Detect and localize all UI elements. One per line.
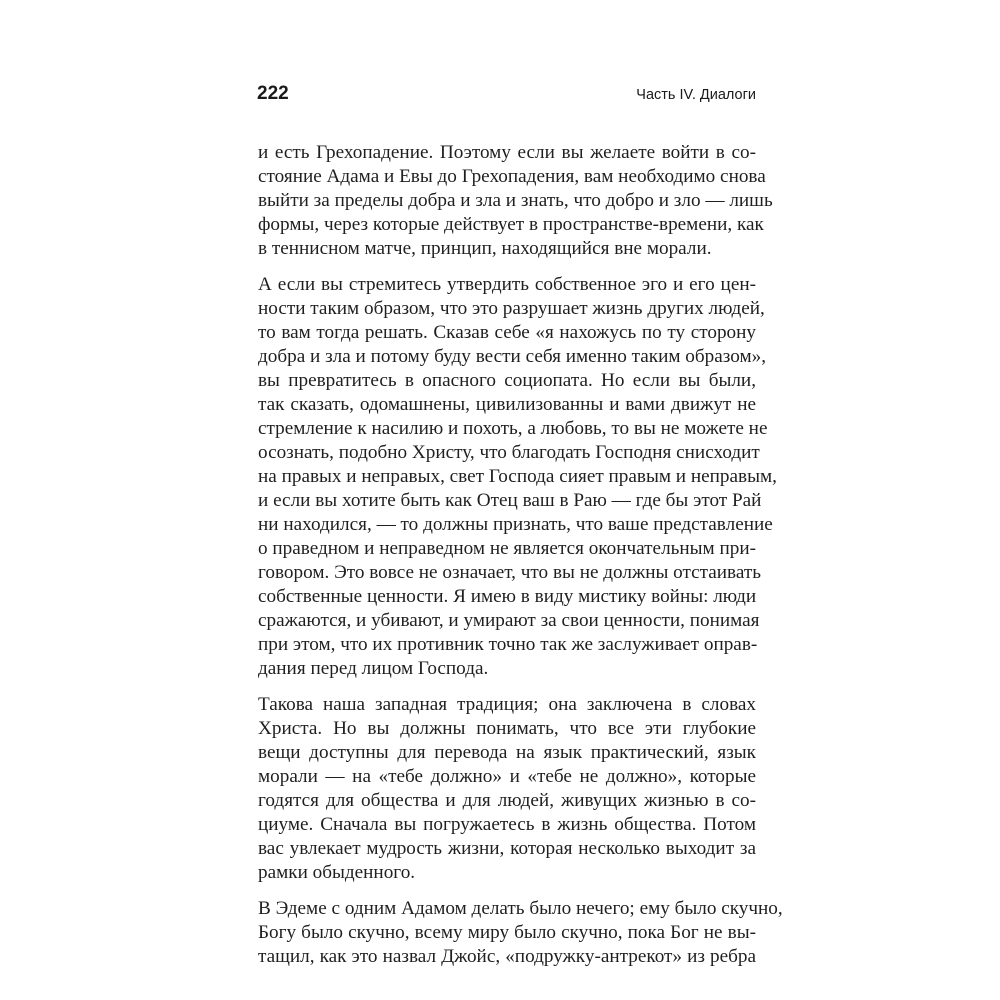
text-line: при этом, что их противник точно так же заслуживает оправ-	[258, 634, 758, 655]
paragraph	[258, 897, 783, 969]
page-number: 222	[257, 83, 289, 104]
text-line: вы превратитесь в опасного социопата. Но если вы были,	[258, 370, 756, 391]
paragraph	[258, 273, 777, 681]
text-line: Такова наша западная традиция; она заключена в словах	[258, 694, 756, 715]
text-line: ни находился, — то должны признать, что ваше представление	[258, 514, 773, 535]
text-line: на правых и неправых, свет Господа сияет правым и неправым,	[258, 466, 777, 487]
text-line: Христа. Но вы должны понимать, что все эти глубокие	[258, 718, 756, 739]
text-line: то вам тогда решать. Сказав себе «я нахожусь по ту сторону	[258, 322, 756, 343]
text-line: дания перед лицом Господа.	[258, 658, 489, 679]
paragraph	[258, 141, 773, 261]
text-line: вещи доступны для перевода на язык практический, язык	[258, 742, 756, 763]
text-line: осознать, подобно Христу, что благодать Господня снисходит	[258, 442, 760, 463]
text-line: добра и зла и потому буду вести себя именно таким образом»,	[258, 346, 766, 367]
text-line: тащил, как это назвал Джойс, «подружку-антрекот» из ребра	[258, 946, 756, 967]
text-line: В Эдеме с одним Адамом делать было нечего; ему было скучно,	[258, 898, 783, 919]
text-line: годятся для общества и для людей, живущих жизнью в со-	[258, 790, 756, 811]
running-head: Часть IV. Диалоги	[636, 87, 756, 103]
text-line: сражаются, и убивают, и умирают за свои ценности, понимая	[258, 610, 760, 631]
text-line: А если вы стремитесь утвердить собственное эго и его цен-	[258, 274, 756, 295]
text-line: ности таким образом, что это разрушает жизнь других людей,	[258, 298, 765, 319]
text-line: стремление к насилию и похоть, а любовь, то вы не можете не	[258, 418, 768, 439]
text-line: вас увлекает мудрость жизни, которая несколько выходит за	[258, 838, 756, 859]
text-line: говором. Это вовсе не означает, что вы не должны отстаивать	[258, 562, 762, 583]
text-line: и есть Грехопадение. Поэтому если вы желаете войти в со-	[258, 142, 756, 163]
text-line: так сказать, одомашнены, цивилизованны и вами движут не	[258, 394, 756, 415]
paragraph	[258, 693, 756, 885]
body-text	[258, 141, 783, 981]
text-line: циуме. Сначала вы погружаетесь в жизнь общества. Потом	[258, 814, 756, 835]
text-line: о праведном и неправедном не является окончательным при-	[258, 538, 757, 559]
text-line: выйти за пределы добра и зла и знать, что добро и зло — лишь	[258, 190, 773, 211]
text-line: формы, через которые действует в пространстве-времени, как	[258, 214, 764, 235]
text-line: Богу было скучно, всему миру было скучно, пока Бог не вы-	[258, 922, 756, 943]
text-line: морали — на «тебе должно» и «тебе не должно», которые	[258, 766, 756, 787]
text-line: рамки обыденного.	[258, 862, 416, 883]
text-line: собственные ценности. Я имею в виду мистику войны: люди	[258, 586, 757, 607]
text-line: и если вы хотите быть как Отец ваш в Раю — где бы этот Рай	[258, 490, 762, 511]
text-line: стояние Адама и Евы до Грехопадения, вам необходимо снова	[258, 166, 766, 187]
text-line: в теннисном матче, принцип, находящийся вне морали.	[258, 238, 712, 259]
